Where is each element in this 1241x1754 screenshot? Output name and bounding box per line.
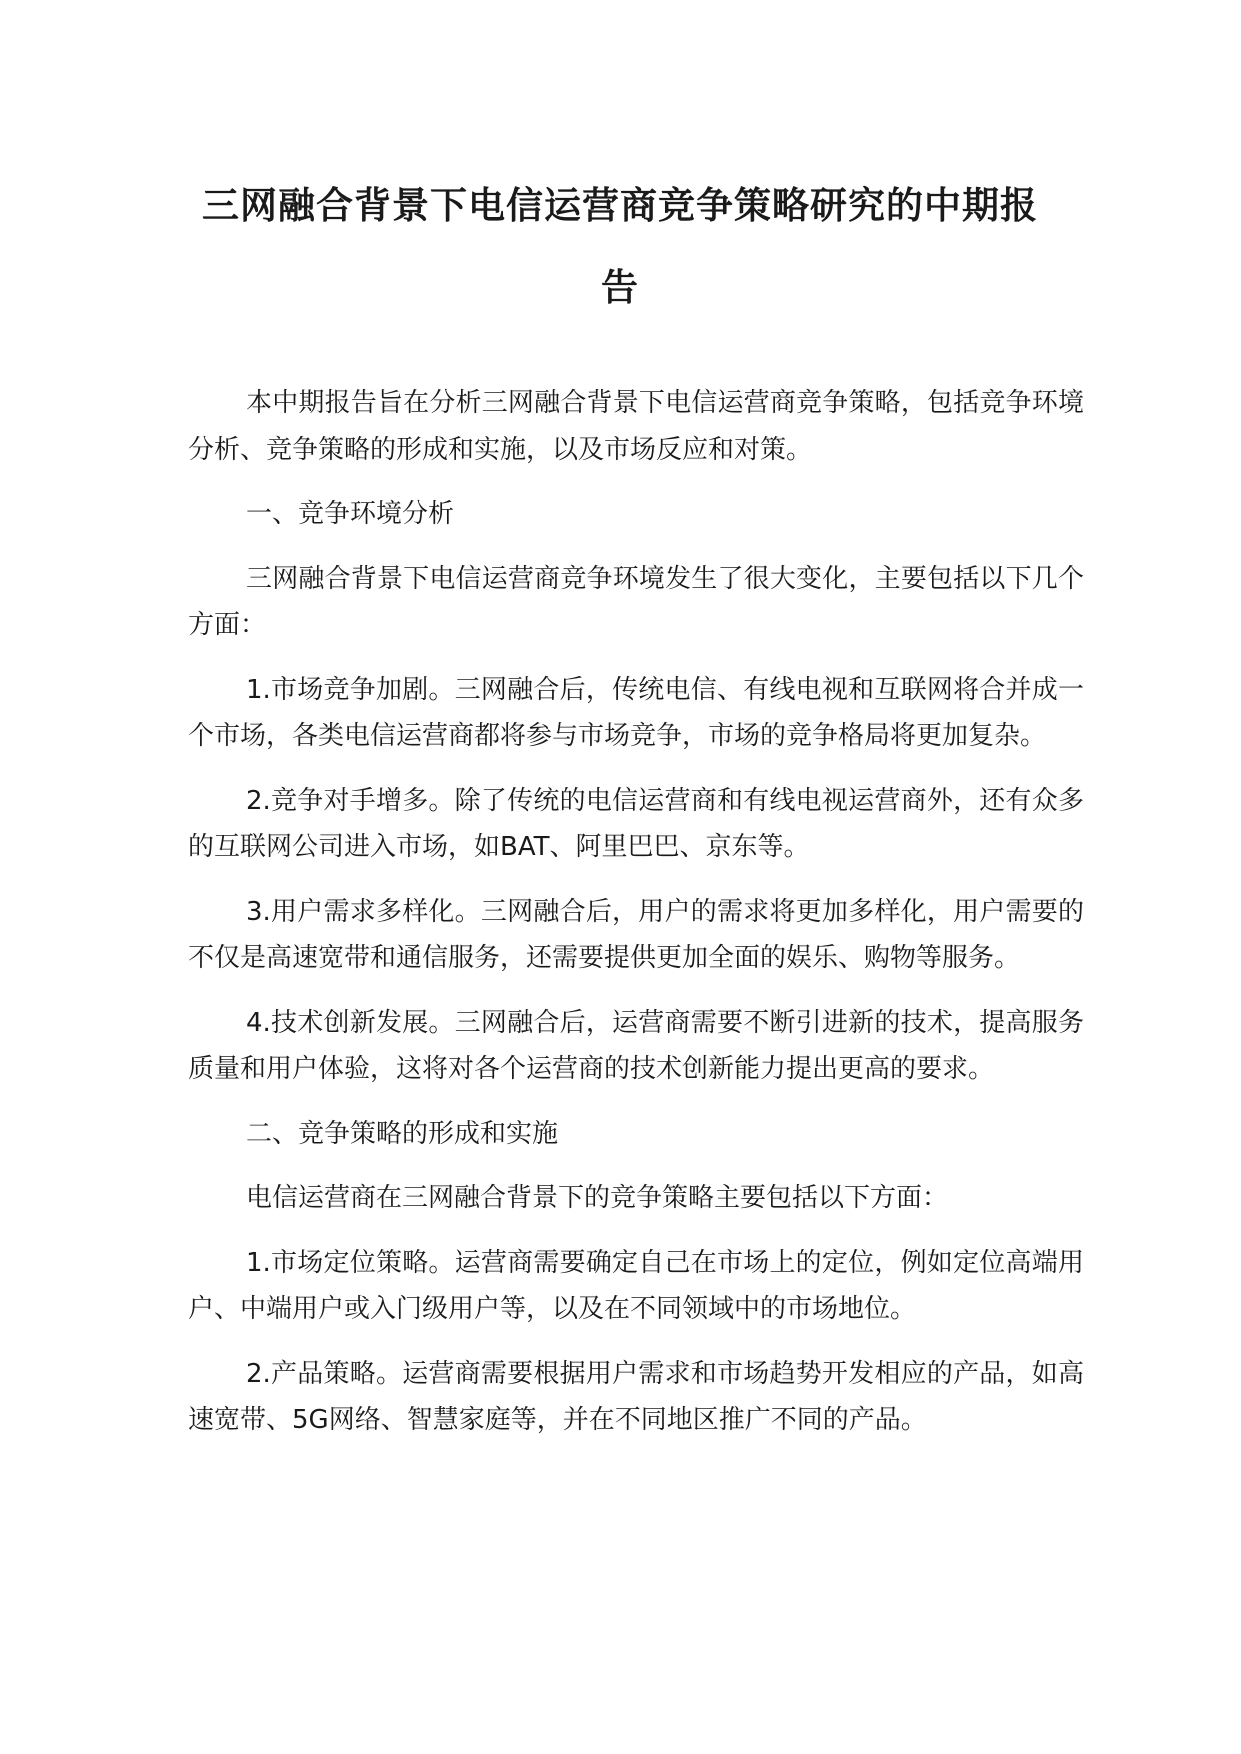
paragraph-intro: 本中期报告旨在分析三网融合背景下电信运营商竞争策略，包括竞争环境分析、竞争策略的形成和实施，以及市场反应和对策。	[188, 388, 1084, 465]
list-item: 3.用户需求多样化。三网融合后，用户的需求将更加多样化，用户需要的不仅是高速宽带和通信服务，还需要提供更加全面的娱乐、购物等服务。	[188, 896, 1084, 973]
section-heading-1: 一、竞争环境分析	[246, 499, 455, 529]
section-heading-2: 二、竞争策略的形成和实施	[246, 1118, 559, 1149]
paragraph: 三网融合背景下电信运营商竞争环境发生了很大变化，主要包括以下几个方面：	[188, 563, 1084, 640]
list-item: 1.市场定位策略。运营商需要确定自己在市场上的定位，例如定位高端用户、中端用户或入门级用户等，以及在不同领域中的市场地位。	[188, 1247, 1084, 1324]
list-item: 1.市场竞争加剧。三网融合后，传统电信、有线电视和互联网将合并成一个市场，各类电信运营商都将参与市场竞争，市场的竞争格局将更加复杂。	[188, 674, 1084, 751]
list-item: 2.竞争对手增多。除了传统的电信运营商和有线电视运营商外，还有众多的互联网公司进入市场，如BAT、阿里巴巴、京东等。	[188, 785, 1084, 862]
document-title-line-1: 三网融合背景下电信运营商竞争策略研究的中期报	[202, 184, 1038, 227]
list-item: 2.产品策略。运营商需要根据用户需求和市场趋势开发相应的产品，如高速宽带、5G网络、智慧家庭等，并在不同地区推广不同的产品。	[188, 1358, 1084, 1435]
list-item: 4.技术创新发展。三网融合后，运营商需要不断引进新的技术，提高服务质量和用户体验，这将对各个运营商的技术创新能力提出更高的要求。	[188, 1007, 1084, 1084]
document-title-line-2: 告	[601, 266, 639, 309]
document-body	[188, 380, 1084, 1462]
paragraph: 电信运营商在三网融合背景下的竞争策略主要包括以下方面：	[246, 1183, 949, 1213]
